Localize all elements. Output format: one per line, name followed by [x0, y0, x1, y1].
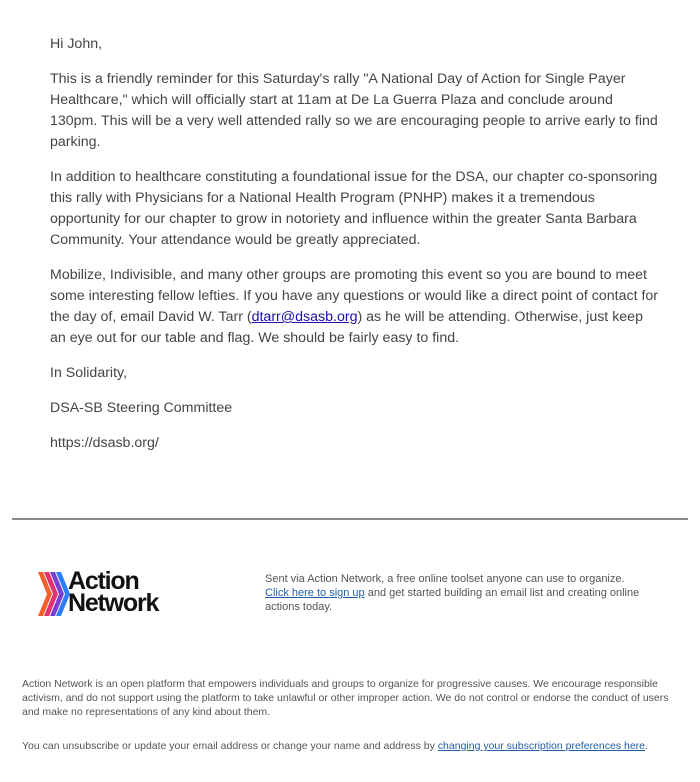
greeting: Hi John, [50, 36, 103, 52]
paragraph-contact-text-after: ) as he will be attending. Otherwise, just keep an eye out for our table and flag. We should be fairly easy to find. [50, 309, 643, 346]
unsubscribe-text [22, 739, 692, 753]
signature: DSA-SB Steering Committee [50, 400, 233, 416]
action-network-logo[interactable] [38, 567, 198, 620]
closing: In Solidarity, [50, 365, 128, 381]
unsubscribe-before: You can unsubscribe or update your email address or change your name and address by [22, 740, 438, 752]
email-link-dtarr[interactable]: dtarr@dsasb.org [251, 309, 358, 325]
footer-divider [12, 518, 688, 520]
paragraph-healthcare: In addition to healthcare constituting a foundational issue for the DSA, our chapter co-sponsoring this rally with Physicians for a National Health Program (PNHP) makes it a tremendous opportunity for our chapter to grow in notoriety and influence within the greater Santa Barbara Community. Your attendance would be greatly appreciated. [50, 169, 658, 248]
website-url: https://dsasb.org/ [50, 435, 159, 451]
logo-line-action: Action [68, 567, 139, 595]
paragraph-contact [50, 265, 660, 349]
logo-wordmark [68, 567, 159, 617]
paragraph-rally-reminder: This is a friendly reminder for this Saturday's rally "A National Day of Action for Single Payer Healthcare," which will officially start at 11am at De La Guerra Plaza and conclude around 130pm. This will be a very well attended rally so we are encouraging people to arrive early to find parking. [50, 71, 658, 150]
email-body [50, 34, 660, 468]
action-network-chevrons-icon [38, 572, 70, 616]
paragraph-contact-text-before: Mobilize, Indivisible, and many other groups are promoting this event so you are bound to meet some interesting fellow lefties. If you have any questions or would like a direct point of contact for the day of, email David W. Tarr ( [50, 267, 659, 325]
logo-line-network: Network [68, 589, 159, 617]
signup-link[interactable]: Click here to sign up [265, 587, 365, 599]
platform-disclaimer: Action Network is an open platform that empowers individuals and groups to organize for progressive causes. We encourage responsible activism, and do not support using the platform to take unlawful or other improper action. We do not control or endorse the conduct of users and make no representations of any kind about them. [22, 678, 669, 718]
sent-via-line: Sent via Action Network, a free online toolset anyone can use to organize. [265, 573, 625, 585]
unsubscribe-after: . [645, 740, 648, 752]
subscription-preferences-link[interactable]: changing your subscription preferences here [437, 740, 646, 752]
signup-after-text: and get started building an email list and creating online actions today. [265, 587, 640, 613]
sent-via-text [265, 572, 645, 614]
